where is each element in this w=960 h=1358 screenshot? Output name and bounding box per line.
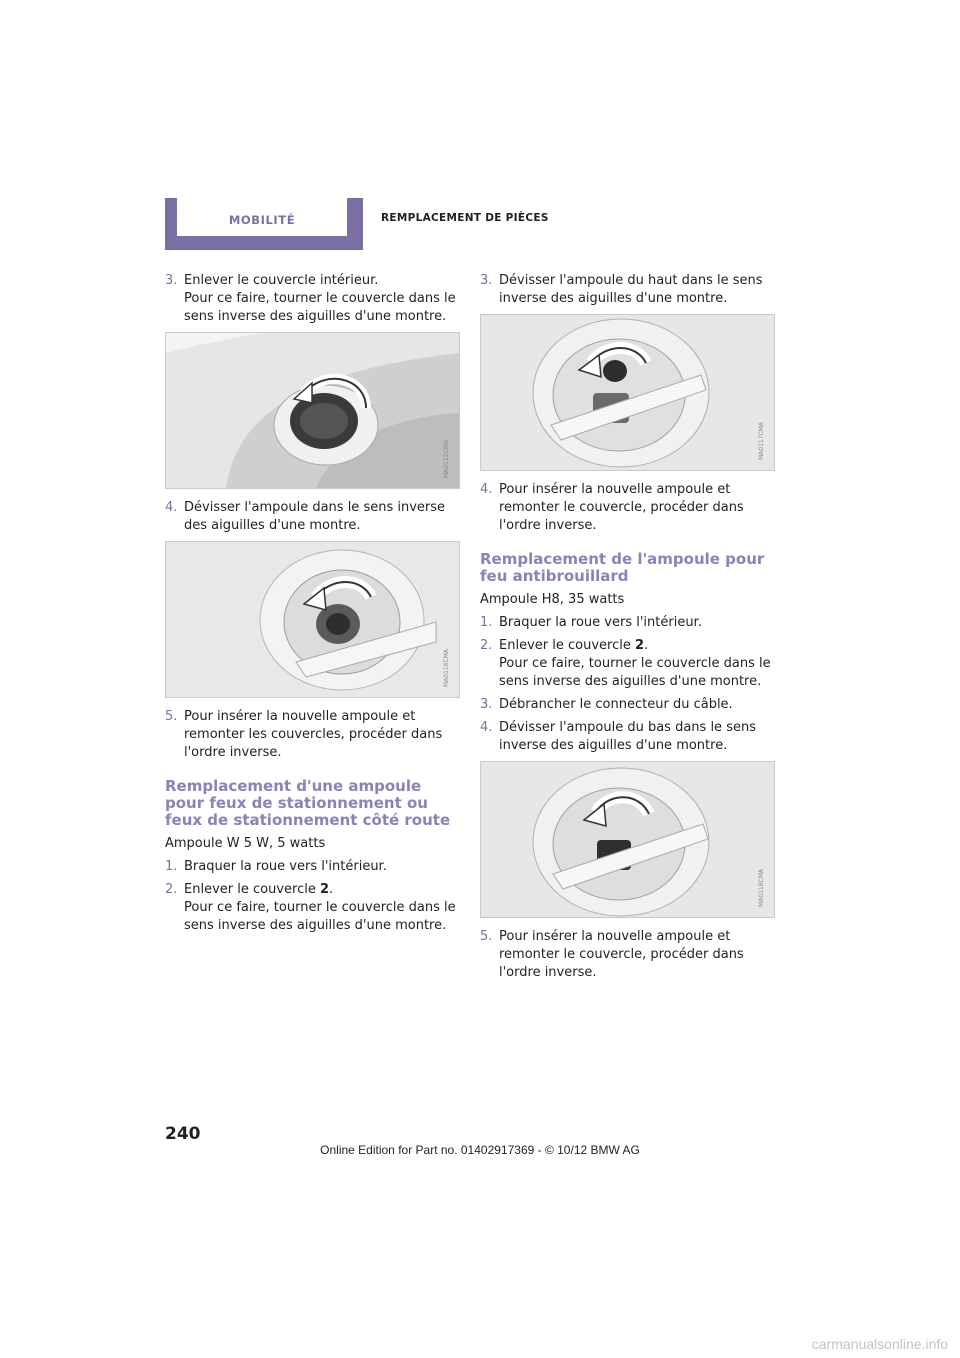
- step-number: 2.: [480, 638, 493, 653]
- bulb-socket-illustration: [166, 542, 459, 697]
- sub-step-4-right: [480, 719, 778, 755]
- figure-inner-cover: [165, 332, 460, 489]
- fender-cover-illustration: [166, 333, 459, 488]
- step-text: Braquer la roue vers l'intérieur.: [184, 859, 387, 874]
- chapter-tab: [165, 198, 363, 250]
- figure-code: MA0117CMA: [758, 421, 765, 460]
- step-text-suffix: .: [644, 638, 649, 653]
- section-heading-fog-light: Remplacement de l'ampoule pour feu antibrouillard: [480, 550, 765, 585]
- step-number: 4.: [165, 500, 178, 515]
- step-number: 5.: [480, 929, 493, 944]
- page-number: 240: [165, 1124, 201, 1144]
- sub-step-3-right: [480, 696, 778, 714]
- step-number: 1.: [480, 615, 493, 630]
- step-text: Pour ce faire, tourner le couvercle dans le sens inverse des aiguilles d'une montre.: [184, 900, 456, 933]
- step-text-suffix: .: [329, 882, 334, 897]
- step-number: 1.: [165, 859, 178, 874]
- figure-code: MA0118CMA: [758, 868, 765, 907]
- step-text: Pour insérer la nouvelle ampoule et remonter le couvercle, procéder dans l'ordre inverse.: [499, 929, 744, 980]
- left-column: [165, 272, 463, 940]
- step-number: 4.: [480, 482, 493, 497]
- step-number: 5.: [165, 709, 178, 724]
- step-text: [184, 881, 463, 899]
- bulb-spec: Ampoule W 5 W, 5 watts: [165, 836, 326, 851]
- step-text: Pour insérer la nouvelle ampoule et remonter le couvercle, procéder dans l'ordre inverse.: [499, 482, 744, 533]
- step-text: Pour insérer la nouvelle ampoule et remonter les couvercles, procéder dans l'ordre inverse.: [184, 709, 443, 760]
- upper-bulb-illustration: [481, 315, 774, 470]
- figure-lower-bulb: [480, 761, 775, 918]
- figure-code: MA0115CMA: [443, 439, 450, 478]
- step-4: [165, 499, 463, 535]
- step-text: Pour ce faire, tourner le couvercle dans le sens inverse des aiguilles d'une montre.: [499, 656, 771, 689]
- step-4-right: [480, 481, 778, 535]
- step-number: 2.: [165, 882, 178, 897]
- section-title: REMPLACEMENT DE PIÈCES: [381, 212, 549, 224]
- step-text: Dévisser l'ampoule dans le sens inverse des aiguilles d'une montre.: [184, 500, 446, 533]
- figure-upper-bulb: [480, 314, 775, 471]
- step-text: Braquer la roue vers l'intérieur.: [499, 615, 702, 630]
- step-3-right: [480, 272, 778, 308]
- site-watermark: carmanualsonline.info: [811, 1336, 948, 1352]
- step-text: Enlever le couvercle intérieur.: [184, 273, 379, 288]
- step-number: 3.: [480, 697, 493, 712]
- step-text: Débrancher le connecteur du câble.: [499, 697, 733, 712]
- sub-step-5-right: [480, 928, 778, 982]
- sub-step-2: [165, 881, 463, 935]
- figure-code: MA0116CMA: [443, 648, 450, 687]
- section-heading-parking-light: Remplacement d'une ampoule pour feux de stationnement ou feux de stationnement côté route: [165, 777, 451, 829]
- step-5: [165, 708, 463, 762]
- step-text-prefix: Enlever le couvercle: [499, 638, 635, 653]
- step-text: Dévisser l'ampoule du haut dans le sens inverse des aiguilles d'une montre.: [499, 273, 763, 306]
- step-text-prefix: Enlever le couvercle: [184, 882, 320, 897]
- step-number: 3.: [165, 273, 178, 288]
- sub-step-1-right: [480, 614, 778, 632]
- right-column: [480, 272, 778, 987]
- bulb-spec: Ampoule H8, 35 watts: [480, 592, 625, 607]
- step-text: Pour ce faire, tourner le couvercle dans le sens inverse des aiguilles d'une montre.: [184, 291, 456, 324]
- step-number: 3.: [480, 273, 493, 288]
- step-number: 4.: [480, 720, 493, 735]
- chapter-tab-label: MOBILITÉ: [177, 198, 347, 236]
- step-text: [499, 637, 778, 655]
- sub-step-2-right: [480, 637, 778, 691]
- step-text: Dévisser l'ampoule du bas dans le sens inverse des aiguilles d'une montre.: [499, 720, 756, 753]
- cover-number: 2: [634, 638, 645, 653]
- edition-footer: Online Edition for Part no. 01402917369 - © 10/12 BMW AG: [320, 1143, 640, 1157]
- sub-step-1: [165, 858, 463, 876]
- step-3: [165, 272, 463, 326]
- lower-bulb-illustration: [481, 762, 774, 917]
- figure-unscrew-bulb: [165, 541, 460, 698]
- cover-number: 2: [319, 882, 330, 897]
